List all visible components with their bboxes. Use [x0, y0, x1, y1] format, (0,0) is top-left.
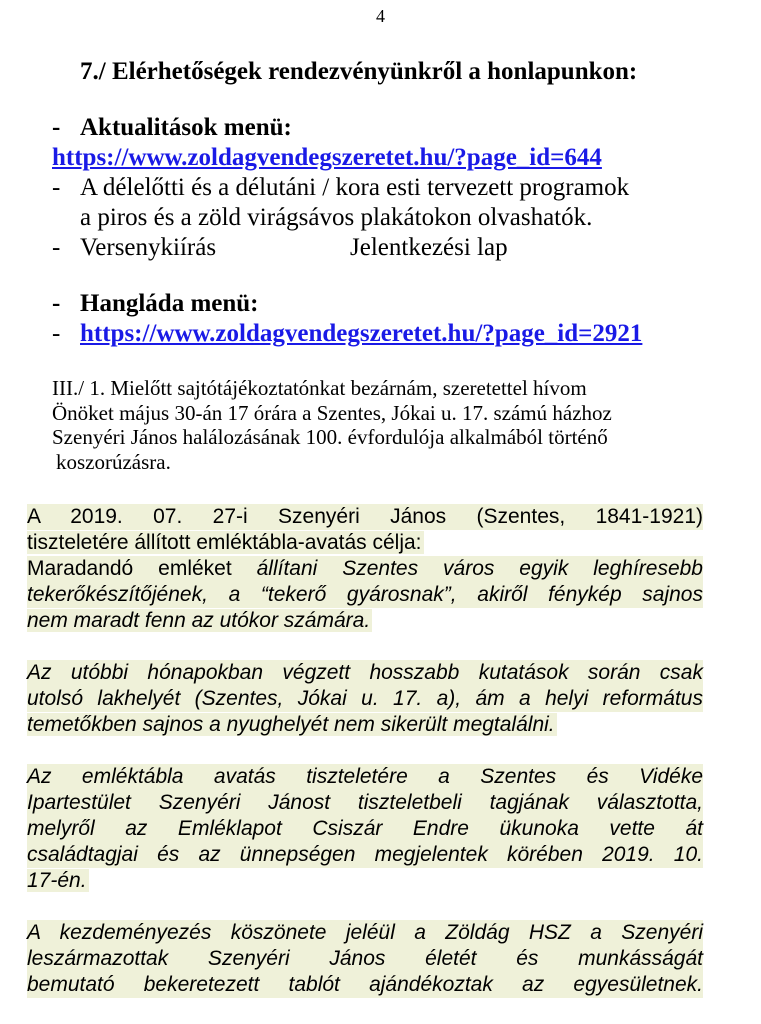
p1-line-5: nem maradt fenn az utókor számára. — [27, 609, 371, 632]
bullet-dash: - — [52, 290, 61, 317]
bullet-dash: - — [52, 174, 61, 201]
p1-line-3-italic: állítani Szentes város egyik leghíresebb — [256, 557, 703, 580]
aktualitasok-link-row — [52, 144, 602, 172]
p1-line-2-row — [27, 530, 703, 556]
bullet-dash: - — [52, 234, 61, 261]
programs-line-1: A délelőtti és a délutáni / kora esti tervezett programok — [80, 174, 630, 201]
p1-line-3 — [27, 556, 703, 582]
p4-line-3: bemutató bekeretezett tablót ajándékoztak az egyesületnek. — [27, 973, 703, 996]
section-3-line: koszorúzásra. — [56, 449, 171, 474]
bullet-dash: - — [52, 320, 61, 347]
bullet-dash: - — [52, 114, 61, 141]
p1-line-2: tiszteletére állított emléktábla-avatás célja: — [27, 531, 422, 554]
p2-line-3: temetőkben sajnos a nyughelyét nem sikerült megtalálni. — [27, 713, 555, 736]
hanglada-link-row — [52, 320, 642, 348]
p3-line-5: 17-én. — [27, 869, 87, 892]
p4-line-1: A kezdeményezés köszönete jeléül a Zöldág HSZ a Szenyéri — [27, 921, 703, 944]
programs-line-2: a piros és a zöld virágsávos plakátokon olvashatók. — [80, 204, 593, 231]
p3-line-2: Ipartestület Szenyéri Jánost tiszteletbeli tagjának választotta, — [27, 791, 703, 814]
p2-line-2: utolsó lakhelyét (Szentes, Jókai u. 17. a), ám a helyi református — [27, 687, 703, 710]
p3-line-4: családtagjai és az ünnepségen megjelentek körében 2019. 10. — [27, 843, 703, 866]
p3-line-3: melyről az Emléklapot Csiszár Endre ükunoka vette át — [27, 817, 703, 840]
p2-line-3-row — [27, 712, 703, 738]
aktualitasok-link[interactable]: https://www.zoldagvendegszeretet.hu/?page_id=644 — [52, 144, 602, 171]
p2-line-1: Az utóbbi hónapokban végzett hosszabb kutatások során csak — [27, 661, 703, 684]
documents-item — [52, 234, 508, 262]
section-7-title: 7./ Elérhetőségek rendezvényünkről a honlapunkon: — [80, 58, 638, 85]
section-3-paragraph — [52, 376, 612, 474]
p3-line-5-row — [27, 868, 703, 894]
p1-line-4: tekerőkészítőjének, a “tekerő gyárosnak”, akiről fénykép sajnos — [27, 583, 703, 606]
versenykiiras-link[interactable]: Versenykiírás — [80, 234, 217, 261]
p4-line-2: leszármazottak Szenyéri János életét és munkásságát — [27, 947, 703, 970]
page-number: 4 — [376, 6, 385, 26]
section-3-line: Szenyéri János halálozásának 100. évfordulója alkalmából történő — [52, 425, 608, 449]
p1-line-3-regular: Maradandó emléket — [27, 557, 257, 580]
p1-line-5-row — [27, 608, 703, 634]
p1-line-1: A 2019. 07. 27-i Szenyéri János (Szentes, 1841-1921) — [27, 505, 703, 528]
aktualitasok-item — [52, 114, 292, 142]
programs-item — [52, 174, 629, 202]
hanglada-item — [52, 290, 259, 318]
aktualitasok-label: Aktualitások menü: — [80, 114, 292, 141]
p3-line-1: Az emléktábla avatás tiszteletére a Szentes és Vidéke — [27, 765, 703, 788]
hanglada-link[interactable]: https://www.zoldagvendegszeretet.hu/?page_id=2921 — [80, 320, 643, 347]
section-3-line: III./ 1. Mielőtt sajtótájékoztatónkat bezárnám, szeretettel hívom — [52, 376, 587, 400]
section-3-line: Önöket május 30-án 17 órára a Szentes, Jókai u. 17. számú házhoz — [52, 400, 612, 425]
jelentkezesi-lap-link[interactable]: Jelentkezési lap — [350, 234, 508, 261]
hanglada-label: Hangláda menü: — [80, 290, 259, 317]
